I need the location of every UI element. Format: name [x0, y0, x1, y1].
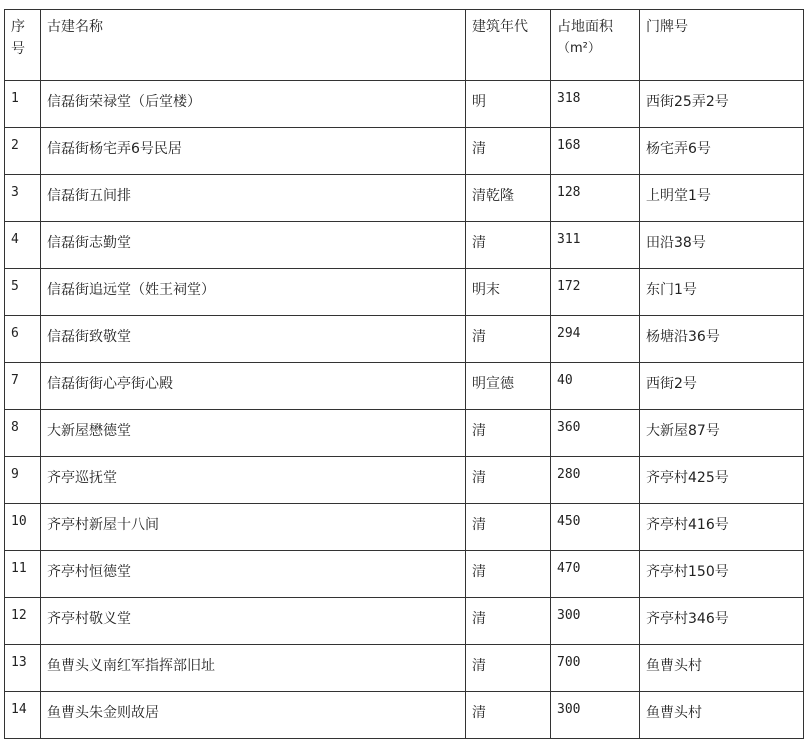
cell-area: 280: [551, 457, 640, 504]
cell-address: 齐亭村425号: [640, 457, 804, 504]
cell-no: 13: [5, 645, 41, 692]
header-no: 序号: [5, 10, 41, 81]
heritage-buildings-table: [4, 9, 804, 739]
table-row: [5, 410, 804, 457]
cell-address: 西街2号: [640, 363, 804, 410]
cell-name: 信磊街志勤堂: [41, 222, 466, 269]
cell-address: 东门1号: [640, 269, 804, 316]
cell-no: 14: [5, 692, 41, 739]
cell-no: 12: [5, 598, 41, 645]
cell-era: 清: [466, 598, 551, 645]
cell-area: 470: [551, 551, 640, 598]
table-row: [5, 457, 804, 504]
cell-name: 信磊街致敬堂: [41, 316, 466, 363]
cell-area: 311: [551, 222, 640, 269]
cell-era: 清: [466, 128, 551, 175]
cell-era: 清: [466, 410, 551, 457]
cell-no: 1: [5, 81, 41, 128]
header-area-label: 占地面积: [557, 19, 613, 35]
cell-era: 清: [466, 316, 551, 363]
table-header-row: [5, 10, 804, 81]
cell-address: 田沿38号: [640, 222, 804, 269]
cell-no: 8: [5, 410, 41, 457]
cell-area: 40: [551, 363, 640, 410]
header-area: [551, 10, 640, 81]
cell-no: 10: [5, 504, 41, 551]
table-row: [5, 504, 804, 551]
cell-address: 杨塘沿36号: [640, 316, 804, 363]
table-row: [5, 81, 804, 128]
cell-no: 9: [5, 457, 41, 504]
cell-name: 信磊街杨宅弄6号民居: [41, 128, 466, 175]
cell-name: 齐亭村敬义堂: [41, 598, 466, 645]
cell-address: 齐亭村346号: [640, 598, 804, 645]
cell-name: 齐亭巡抚堂: [41, 457, 466, 504]
cell-area: 700: [551, 645, 640, 692]
table-row: [5, 222, 804, 269]
cell-name: 信磊街五间排: [41, 175, 466, 222]
cell-address: 齐亭村150号: [640, 551, 804, 598]
cell-area: 318: [551, 81, 640, 128]
cell-no: 4: [5, 222, 41, 269]
cell-name: 鱼曹头朱金则故居: [41, 692, 466, 739]
table-row: [5, 363, 804, 410]
cell-address: 鱼曹头村: [640, 645, 804, 692]
cell-address: 齐亭村416号: [640, 504, 804, 551]
cell-address: 鱼曹头村: [640, 692, 804, 739]
cell-era: 清: [466, 504, 551, 551]
cell-no: 7: [5, 363, 41, 410]
cell-name: 信磊街荣禄堂（后堂楼）: [41, 81, 466, 128]
cell-address: 大新屋87号: [640, 410, 804, 457]
header-era: 建筑年代: [466, 10, 551, 81]
cell-area: 294: [551, 316, 640, 363]
cell-name: 信磊街追远堂（姓王祠堂）: [41, 269, 466, 316]
cell-area: 300: [551, 598, 640, 645]
cell-no: 11: [5, 551, 41, 598]
table-row: [5, 316, 804, 363]
cell-address: 杨宅弄6号: [640, 128, 804, 175]
cell-era: 明末: [466, 269, 551, 316]
cell-address: 西街25弄2号: [640, 81, 804, 128]
cell-area: 172: [551, 269, 640, 316]
table-row: [5, 269, 804, 316]
cell-no: 5: [5, 269, 41, 316]
header-area-unit: （m²）: [557, 41, 601, 56]
cell-no: 3: [5, 175, 41, 222]
table-row: [5, 128, 804, 175]
cell-area: 128: [551, 175, 640, 222]
cell-no: 2: [5, 128, 41, 175]
cell-area: 168: [551, 128, 640, 175]
cell-name: 齐亭村恒德堂: [41, 551, 466, 598]
cell-era: 清: [466, 222, 551, 269]
table-row: [5, 692, 804, 739]
cell-era: 清: [466, 645, 551, 692]
table-row: [5, 645, 804, 692]
cell-address: 上明堂1号: [640, 175, 804, 222]
cell-era: 清: [466, 457, 551, 504]
cell-area: 450: [551, 504, 640, 551]
cell-area: 360: [551, 410, 640, 457]
cell-no: 6: [5, 316, 41, 363]
table-row: [5, 598, 804, 645]
cell-era: 清: [466, 551, 551, 598]
cell-area: 300: [551, 692, 640, 739]
cell-name: 齐亭村新屋十八间: [41, 504, 466, 551]
table-row: [5, 175, 804, 222]
cell-era: 明宣德: [466, 363, 551, 410]
cell-era: 明: [466, 81, 551, 128]
cell-name: 大新屋懋德堂: [41, 410, 466, 457]
header-address: 门牌号: [640, 10, 804, 81]
cell-name: 鱼曹头义南红军指挥部旧址: [41, 645, 466, 692]
cell-name: 信磊街街心亭街心殿: [41, 363, 466, 410]
header-name: 古建名称: [41, 10, 466, 81]
cell-era: 清: [466, 692, 551, 739]
cell-era: 清乾隆: [466, 175, 551, 222]
table-row: [5, 551, 804, 598]
